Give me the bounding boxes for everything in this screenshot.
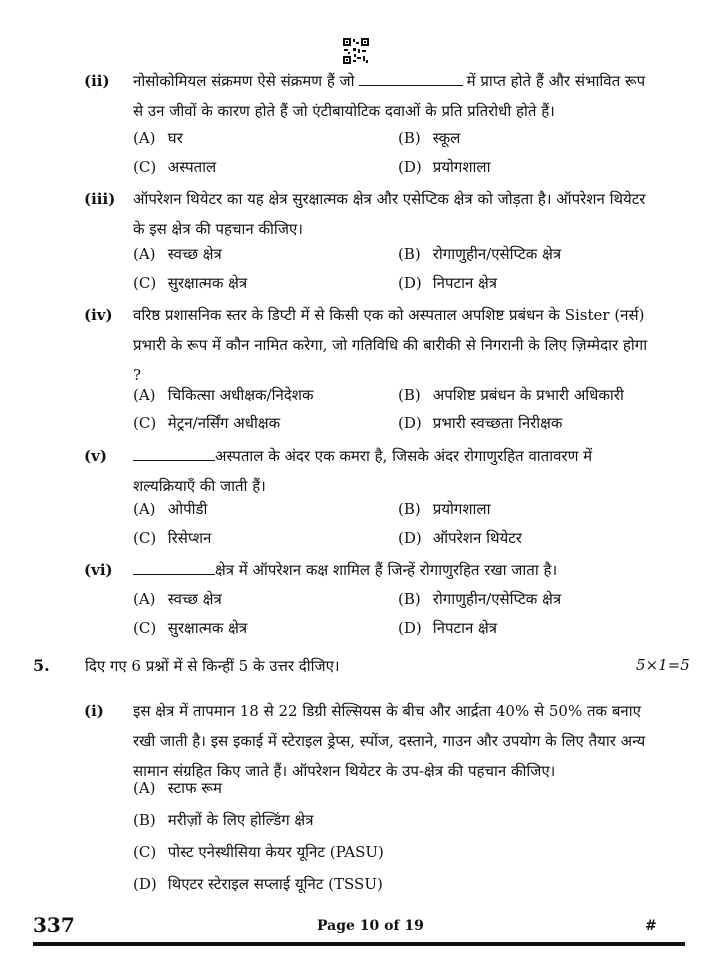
answer-blank [133, 447, 215, 461]
question-number: (i) [84, 702, 104, 720]
option-d: (D) थिएटर स्टेराइल सप्लाई यूनिट (TSSU) [133, 875, 383, 893]
option-c: (C) रिसेप्शन [133, 529, 212, 547]
paper-code: 337 [33, 913, 75, 937]
option-d: (D) निपटान क्षेत्र [398, 619, 498, 637]
question-text [133, 441, 655, 501]
question-text [133, 66, 655, 126]
qr-code-icon [343, 38, 369, 64]
question-number: (ii) [84, 72, 110, 90]
question-text-part: नोसोकोमियल संक्रमण ऐसे संक्रमण हैं जो [133, 72, 355, 90]
question-number: (iii) [84, 190, 116, 208]
question-number: (v) [84, 447, 107, 465]
option-b: (B) रोगाणुहीन/एसेप्टिक क्षेत्र [398, 590, 562, 608]
option-a: (A) ओपीडी [133, 500, 208, 518]
question-text: ऑपरेशन थियेटर का यह क्षेत्र सुरक्षात्मक क्षेत्र और एसेप्टिक क्षेत्र को जोड़ता है। ऑपरेशन थियेटर के इस क्षेत्र की पहचान कीजिए। [133, 190, 646, 238]
option-b: (B) अपशिष्ट प्रबंधन के प्रभारी अधिकारी [398, 386, 624, 404]
option-a: (A) घर [133, 129, 183, 147]
option-d: (D) ऑपरेशन थियेटर [398, 529, 522, 547]
section-marks: 5×1=5 [636, 656, 690, 674]
option-a: (A) स्वच्छ क्षेत्र [133, 590, 222, 608]
question-number: (vi) [84, 561, 113, 579]
option-d: (D) प्रयोगशाला [398, 158, 491, 176]
option-b: (B) प्रयोगशाला [398, 500, 491, 518]
option-b: (B) रोगाणुहीन/एसेप्टिक क्षेत्र [398, 245, 562, 263]
option-a: (A) स्वच्छ क्षेत्र [133, 245, 222, 263]
option-c: (C) मेट्रन/नर्सिंग अधीक्षक [133, 414, 281, 432]
answer-blank [133, 561, 215, 575]
option-c: (C) सुरक्षात्मक क्षेत्र [133, 619, 248, 637]
option-c: (C) अस्पताल [133, 158, 217, 176]
option-a: (A) स्टाफ रूम [133, 779, 223, 797]
option-b: (B) मरीज़ों के लिए होल्डिंग क्षेत्र [133, 811, 314, 829]
option-c: (C) पोस्ट एनेस्थीसिया केयर यूनिट (PASU) [133, 843, 384, 861]
question-number: (iv) [84, 306, 113, 324]
option-d: (D) निपटान क्षेत्र [398, 274, 498, 292]
option-b: (B) स्कूल [398, 129, 461, 147]
question-text: इस क्षेत्र में तापमान 18 से 22 डिग्री सेल्सियस के बीच और आर्द्रता 40% से 50% तक बनाए रखी जाती है। इस इकाई में स्टेराइल ड्रेप्स, स्पोंज, दस्ताने, गाउन और उपयोग के लिए तैयार अन्य सामान संग्रहित किए जाते हैं। ऑपरेशन थियेटर के उप-क्षेत्र की पहचान कीजिए। [133, 702, 646, 780]
section-instruction: दिए गए 6 प्रश्नों में से किन्हीं 5 के उत्तर दीजिए। [85, 657, 340, 675]
question-text-part: क्षेत्र में ऑपरेशन कक्ष शामिल हैं जिन्हें रोगाणुरहित रखा जाता है। [215, 561, 558, 579]
question-text-part: में प्राप्त होते हैं और संभावित रूप से उन जीवों के कारण होते हैं जो एंटीबायोटिक दवाओं के प्रति प्रतिरोधी होते हैं। [133, 72, 646, 120]
option-a: (A) चिकित्सा अधीक्षक/निदेशक [133, 386, 314, 404]
question-text: वरिष्ठ प्रशासनिक स्तर के डिप्टी में से किसी एक को अस्पताल अपशिष्ट प्रबंधन के Sister (नर्स) प्रभारी के रूप में कौन नामित करेगा, जो गतिविधि की बारीकी से निगरानी के लिए ज़िम्मेदार होगा ? [133, 306, 648, 384]
question-text-part: अस्पताल के अंदर एक कमरा है, जिसके अंदर रोगाणुरहित वातावरण में शल्यक्रियाएँ की जाती हैं। [133, 447, 593, 495]
option-c: (C) सुरक्षात्मक क्षेत्र [133, 274, 248, 292]
question-text [133, 555, 655, 585]
option-d: (D) प्रभारी स्वच्छता निरीक्षक [398, 414, 563, 432]
page-number: Page 10 of 19 [317, 918, 424, 934]
footer-divider [33, 942, 685, 946]
footer-hash: # [645, 918, 657, 934]
section-number: 5. [33, 656, 50, 675]
answer-blank [359, 72, 463, 86]
